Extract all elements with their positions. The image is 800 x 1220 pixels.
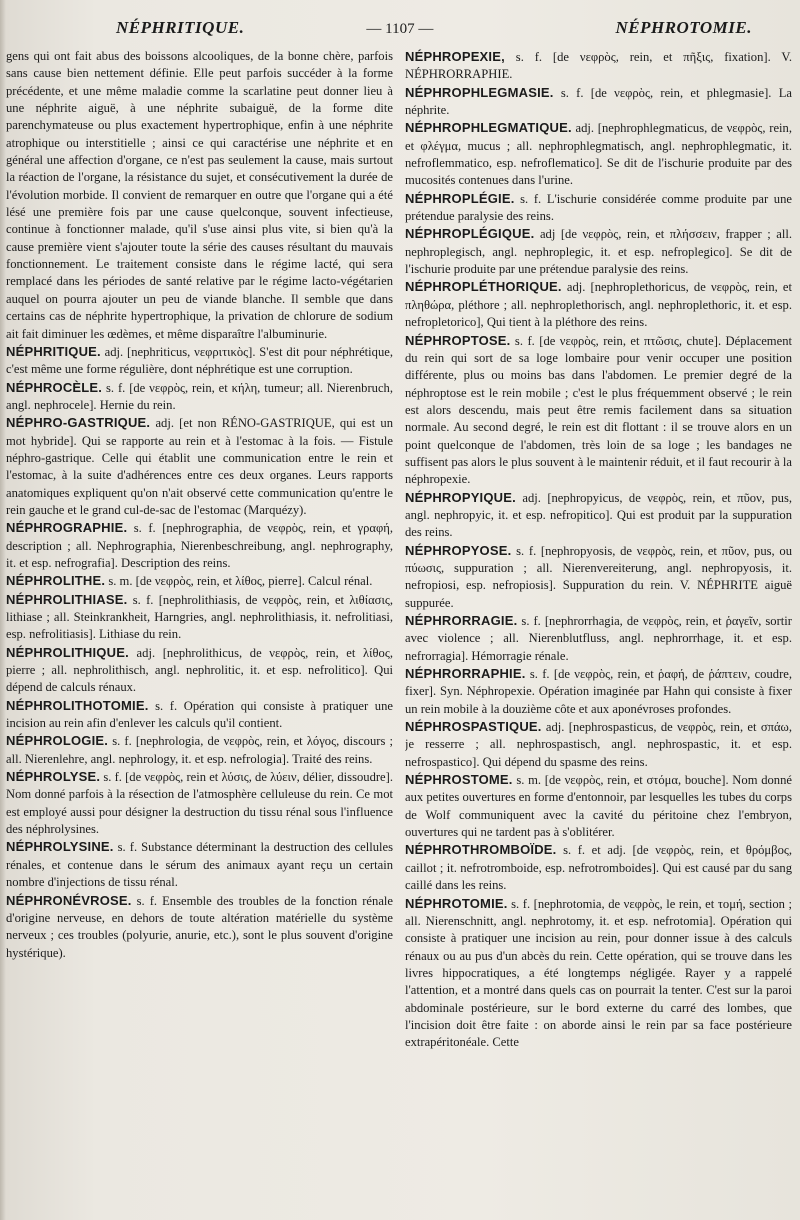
entry-definition: adj. [nephrophlegmaticus, de νεφρὸς, rein, et φλέγμα, mucus ; all. nephrophlegmatisch, angl. nephrophlegmatic, it. nefroflemmatico, esp. nefroflematico]. Se dit de l'ischurie produite par des mucosités contenues dans l'urine.: [405, 121, 792, 188]
entry-definition: s. f. [de νεφρὸς, rein, et πτῶσις, chute]. Déplacement du rein qui sort de sa loge lombaire pour venir occuper une position différente, plus ou moins bas dans l'abdomen. Le premier degré de la néphroptose est le rein mobile ; c'est le plus fréquemment observé ; le rein est alors descendu, mais peut être remis facilement dans sa situation normale. Au second degré, le rein est dit flottant : il se trouve alors en un point quelconque de l'abdomen, très loin de sa loge ; les bandages ne suffisent pas alors le plus souvent à le maintenir réduit, et il faut recourir à la néphropexie.: [405, 333, 792, 487]
dictionary-entry: [405, 542, 792, 612]
entry-headword: NÉPHROPLÉGIQUE.: [405, 226, 535, 242]
entry-headword: NÉPHRONÉVROSE.: [6, 892, 132, 908]
dictionary-entry: [6, 572, 393, 590]
entry-headword: NÉPHROCÈLE.: [6, 379, 103, 395]
header-left-guideword: NÉPHRITIQUE.: [116, 18, 245, 37]
entry-headword: NÉPHROLITHOTOMIE.: [6, 697, 149, 713]
dictionary-entry: [405, 612, 792, 665]
entry-definition: s. f. [de νεφρὸς, rein, et phlegmasie]. La néphrite.: [405, 85, 792, 118]
entry-headword: NÉPHROGRAPHIE.: [6, 520, 128, 536]
entry-definition: s. f. L'ischurie considérée comme produite par une prétendue paralysie des reins.: [405, 191, 792, 224]
entry-definition: s. f. et adj. [de νεφρὸς, rein, et θρόμβος, caillot ; it. nefrotromboide, esp. nefrotromboides]. Qui est causé par du sang caillé dans les reins.: [405, 843, 792, 893]
entry-headword: NÉPHROLITHE.: [6, 573, 106, 589]
dictionary-entry: [405, 119, 792, 189]
entry-headword: NÉPHROLOGIE.: [6, 733, 109, 749]
entry-headword: NÉPHROLITHIASE.: [6, 591, 128, 607]
entry-headword: NÉPHRO-GASTRIQUE.: [6, 415, 151, 431]
entry-definition: adj. [nephropyicus, de νεφρὸς, rein, et πῦον, pus, angl. nephropyic, it. et esp. nefropitico]. Qui est produit par la suppuration des reins.: [405, 490, 792, 540]
dictionary-entry: [6, 697, 393, 733]
dictionary-entry: [405, 718, 792, 771]
left-column: [6, 48, 393, 1218]
dictionary-entry: [405, 841, 792, 894]
entry-headword: NÉPHROPTOSE.: [405, 332, 511, 348]
header-right-guideword: NÉPHROTOMIE.: [615, 18, 752, 37]
dictionary-entry: [6, 519, 393, 572]
dictionary-entry: [6, 591, 393, 644]
entry-definition: s. f. Substance déterminant la destruction des cellules rénales, et contenue dans le sérum des animaux ayant reçu un certain nombre d'injections de tissu rénal.: [6, 840, 393, 890]
entry-definition: adj [de νεφρὸς, rein, et πλήσσειν, frapper ; all. nephroplegisch, angl. nephroplegic, it. et esp. nefroplegico]. Se dit de l'ischurie produite par une prétendue paralysie des reins.: [405, 227, 792, 277]
entry-definition: s. f. [de νεφρὸς, rein et λύσις, de λύειν, délier, dissoudre]. Nom donné parfois à la résection de l'atmosphère celluleuse du rein. Ce mot est employé aussi pour désigner la destruction du tissu rénal sous l'influence des néphrolysines.: [6, 770, 393, 837]
entry-definition: s. f. [de νεφρὸς, rein, et ῥαφή, de ῥάπτειν, coudre, fixer]. Syn. Néphropexie. Opération imaginée par Hahn qui consiste à fixer un rein mobile à la douzième côte et aux aponévroses profondes.: [405, 667, 792, 716]
running-header: [6, 18, 792, 44]
entry-headword: NÉPHROPYOSE.: [405, 542, 512, 558]
dictionary-entry: [405, 278, 792, 331]
dictionary-entry: [6, 343, 393, 379]
entry-definition: s. f. Opération qui consiste à pratiquer une incision au rein afin d'enlever les calculs qu'il contient.: [6, 698, 393, 731]
entry-headword: NÉPHROPEXIE,: [405, 49, 505, 64]
entry-definition: s. f. [nephrologia, de νεφρὸς, rein, et λόγος, discours ; all. Nierenlehre, angl. nephrology, it. et esp. nefrologia]. Traité des reins.: [6, 734, 393, 766]
entry-definition: s. f. [de νεφρὸς, rein, et κήλη, tumeur; all. Nierenbruch, angl. nephrocele]. Hernie du rein.: [6, 380, 393, 412]
scan-edge-shadow: [0, 0, 6, 1220]
dictionary-entry: [405, 895, 792, 1052]
entry-definition: s. m. [de νεφρὸς, rein, et λίθος, pierre]. Calcul rénal.: [105, 574, 373, 589]
dictionary-entry: [405, 332, 792, 489]
dictionary-entry: [6, 644, 393, 697]
entry-definition: adj. [nephriticus, νεφριτικὸς]. S'est dit pour néphrétique, c'est même une forme régulière, dont néphrétique est une corruption.: [6, 344, 393, 377]
entry-headword: NÉPHROLYSE.: [6, 769, 101, 785]
entry-definition: adj. [nephrospasticus, de νεφρὸς, rein, et σπάω, je resserre ; all. nephrospastisch, angl. nephrospastic, it. et esp. nefrospastico]. Qui dépend du spasme des reins.: [405, 720, 792, 769]
right-column: [405, 48, 792, 1218]
entry-definition: adj. [nephrolithicus, de νεφρὸς, rein, et λίθος, pierre ; all. nephrolithisch, angl. nephrolitic, it. et esp. nefrolitico]. Qui dépend de calculs rénaux.: [6, 645, 393, 695]
entry-headword: NÉPHROSTOME.: [405, 772, 513, 788]
dictionary-entry: [405, 665, 792, 718]
dictionary-entry: [405, 48, 792, 84]
dictionary-entry: [405, 84, 792, 120]
entry-headword: NÉPHROPLÉTHORIQUE.: [405, 279, 562, 295]
dictionary-entry: [405, 771, 792, 841]
entry-definition: adj. [et non RÉNO-GASTRIQUE, qui est un mot hybride]. Qui se rapporte au rein et à l'estomac à la fois. — Fistule néphro-gastrique. Celle qui établit une communication entre le rein et l'estomac, à la suite d'adhérences entre ces deux organes. Leurs rapports anatomiques expliquent qu'on n'ait observé cette communication qu'entre le rein gauche et le grand cul-de-sac de l'estomac (Marquézy).: [6, 416, 393, 517]
entry-definition: s. f. [nephrographia, de νεφρὸς, rein, et γραφή, description ; all. Nephrographia, Nierenbeschreibung, angl. nephrography, it. et esp. nefrografia]. Description des reins.: [6, 521, 393, 570]
entry-headword: NÉPHROTOMIE.: [405, 895, 508, 911]
entry-headword: NÉPHRORRAGIE.: [405, 613, 518, 628]
entry-headword: NÉPHROPHLEGMATIQUE.: [405, 120, 572, 136]
dictionary-entry: [405, 225, 792, 278]
entry-definition: s. f. [nephropyosis, de νεφρὸς, rein, et πῦον, pus, ou πύωσις, suppuration ; all. Nierenvereiterung, angl. nephropyosis, it. nefropiosi, esp. nefropiosis]. Suppuration du rein. V. NÉPHRITE aiguë suppurée.: [405, 543, 792, 610]
entry-headword: NÉPHROLITHIQUE.: [6, 644, 129, 660]
entry-headword: NÉPHROLYSINE.: [6, 839, 114, 855]
entry-headword: NÉPHROPLÉGIE.: [405, 190, 515, 206]
entry-headword: NÉPHROPYIQUE.: [405, 489, 516, 505]
continuation-paragraph: gens qui ont fait abus des boissons alcooliques, de la bonne chère, parfois sans cause bien nettement définie. Elle peut parfois succéder à la forme précédente, et une même maladie comme la scarlatine peut donner lieu à une néphrite aiguë, à une néphrite subaiguë, de la forme dite parenchymateuse ou plus exactement hypertrophique, enfin à une néphrite atrophique ou interstitielle ; ainsi ce qui caractérise une néphrite et en général une affection d'organe, ce n'est pas seulement la cause, mais surtout la réaction de l'organe, la résistance du sujet, et consécutivement la durée de l'évolution morbide. Il convient de remarquer en outre que l'organe qui a été lésé une première fois par une cause quelconque, souvent infectieuse, continue à fonctionner malade, qu'il s'use ainsi plus vite, si bien qu'à la cause première vient s'ajouter toute la série des causes résultant du mauvais fonctionnement. Le traitement consiste dans le régime lacté, qui sera remplacé dans les périodes de santé relative par le régime lacto-végétarien auquel on pourra ajouter un peu de viande blanche. Il semble que dans certains cas de néphrite hypertrophique, la privation de chlorure de sodium ait fait diminuer les œdèmes, et même disparaître l'albuminurie.: [6, 49, 393, 341]
entry-definition: s. f. Ensemble des troubles de la fonction rénale d'origine nerveuse, en dehors de toute altération matérielle du système nerveux ; ces troubles (polyurie, anurie, etc.), sont le plus souvent d'origine hystérique).: [6, 893, 393, 960]
entry-definition: s. f. [de νεφρὸς, rein, et πῆξις, fixation]. V. NÉPHRORRAPHIE.: [405, 50, 792, 82]
entry-headword: NÉPHRORRAPHIE.: [405, 666, 526, 682]
entry-headword: NÉPHRITIQUE.: [6, 343, 101, 359]
entry-definition: s. f. [nephrorrhagia, de νεφρὸς, rein, et ῥαγεῖν, sortir avec violence ; all. Nierenblutfluss, angl. nephrorrhage, it. et esp. nefrorragia]. Hémorragie rénale.: [405, 614, 792, 663]
dictionary-entry: [6, 768, 393, 838]
dictionary-entry: [6, 414, 393, 519]
dictionary-entry: [405, 489, 792, 542]
entry-headword: NÉPHROSPASTIQUE.: [405, 719, 542, 735]
dictionary-entry: [6, 892, 393, 962]
entry-headword: NÉPHROPHLEGMASIE.: [405, 84, 554, 100]
page-number: — 1107 —: [366, 21, 434, 37]
entry-headword: NÉPHROTHROMBOÏDE.: [405, 842, 557, 858]
dictionary-entry: [405, 190, 792, 226]
dictionary-entry: [6, 379, 393, 415]
entry-definition: adj. [nephroplethoricus, de νεφρὸς, rein, et πληθώρα, pléthore ; all. nephroplethorisch, angl. nephroplethoric, it. et esp. nefropletorico], Qui tient à la pléthore des reins.: [405, 280, 792, 330]
entry-definition: s. m. [de νεφρὸς, rein, et στόμα, bouche]. Nom donné aux petites ouvertures en forme d'entonnoir, par lesquelles les tubes du corps de Wolf communiquent avec la cavité du péritoine chez l'embryon, ouvertures qui ne tardent pas à s'oblitérer.: [405, 773, 792, 840]
entry-definition: s. f. [nephrolithiasis, de νεφρὸς, rein, et λιθίασις, lithiase ; all. Steinkrankheit, Harngries, angl. nephrolithiasis, it. nefrolitiasi, esp. nefrolitiasis]. Lithiase du rein.: [6, 592, 393, 642]
dictionary-entry: [6, 732, 393, 768]
entry-definition: s. f. [nephrotomia, de νεφρὸς, le rein, et τομή, section ; all. Nierenschnitt, angl. nephrotomy, it. et esp. nefrotomia]. Opération qui consiste à pratiquer une incision au rein, pour donner issue à des calculs rénaux ou au pus d'un abcès du rein. Cette opération, qui se trouve dans les livres hippocratiques, a été longtemps négligée. Rayer y a rappelé l'attention, et a montré dans quels cas on pourrait la tenter. C'est sur la paroi abdominale postérieure, sur le bord externe du carré des lombes, que l'incision doit être faite : on aborde ainsi le rein par sa face postérieure extrapéritonéale. Cette: [405, 896, 792, 1050]
dictionary-entry: [6, 838, 393, 891]
text-columns: [6, 48, 792, 1218]
